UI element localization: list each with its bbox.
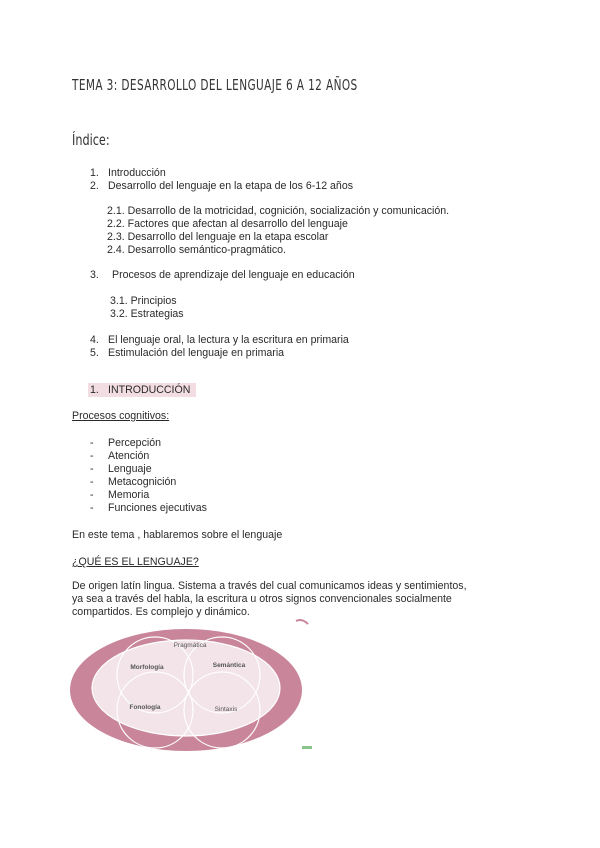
question-heading: ¿QUÉ ES EL LENGUAJE? [72, 556, 199, 568]
diagram-label-sintaxis: Sintaxis [214, 706, 238, 713]
list-item: Percepción [108, 437, 161, 449]
list-bullet: - [90, 502, 94, 514]
toc-item: El lenguaje oral, la lectura y la escritura en primaria [108, 334, 349, 346]
toc-item: Desarrollo del lenguaje en la etapa de los 6-12 años [108, 180, 354, 192]
toc-number: 3. [90, 269, 99, 281]
toc-number: 2. [90, 180, 99, 192]
list-bullet: - [90, 463, 94, 475]
subheading-procesos: Procesos cognitivos: [72, 410, 170, 422]
diagram-label-pragmatica: Pragmática [173, 642, 207, 649]
document-title: TEMA 3: DESARROLLO DEL LENGUAJE 6 A 12 AÑOS [72, 76, 358, 94]
toc-number: 4. [90, 334, 99, 346]
section-number: 1. [90, 384, 99, 396]
toc-subitem: 3.1. Principios [110, 295, 177, 307]
toc-subitem: 2.3. Desarrollo del lenguaje en la etapa escolar [107, 231, 329, 243]
list-bullet: - [90, 450, 94, 462]
list-item: Memoria [108, 489, 150, 501]
definition-line: De origen latín lingua. Sistema a través del cual comunicamos ideas y sentimientos, [72, 580, 467, 592]
toc-number: 5. [90, 347, 99, 359]
definition-line: ya sea a través del habla, la escritura u otros signos convencionales socialmente [72, 593, 452, 605]
toc-subitem: 3.2. Estrategias [110, 308, 184, 320]
toc-item: Procesos de aprendizaje del lenguaje en educación [112, 269, 355, 281]
decorative-swirl-mark [296, 620, 308, 624]
toc-item: Introducción [108, 167, 166, 179]
diagram-label-fonologia: Fonología [129, 704, 161, 711]
list-item: Funciones ejecutivas [108, 502, 207, 514]
list-item: Lenguaje [108, 463, 152, 475]
decorative-green-mark [302, 746, 312, 749]
toc-subitem: 2.1. Desarrollo de la motricidad, cognición, socialización y comunicación. [107, 205, 450, 217]
list-item: Metacognición [108, 476, 177, 488]
list-bullet: - [90, 476, 94, 488]
toc-subitem: 2.2. Factores que afectan al desarrollo del lenguaje [107, 218, 348, 230]
diagram-label-semantica: Semántica [212, 662, 246, 669]
toc-number: 1. [90, 167, 99, 179]
list-bullet: - [90, 437, 94, 449]
intro-text: En este tema , hablaremos sobre el lenguaje [72, 529, 283, 541]
definition-line: compartidos. Es complejo y dinámico. [72, 606, 250, 618]
list-item: Atención [108, 450, 150, 462]
index-heading: Índice: [72, 131, 110, 149]
toc-subitem: 2.4. Desarrollo semántico-pragmático. [107, 244, 286, 256]
list-bullet: - [90, 489, 94, 501]
toc-item: Estimulación del lenguaje en primaria [108, 347, 285, 359]
section-heading: INTRODUCCIÓN [108, 384, 191, 396]
diagram-label-morfologia: Morfología [130, 664, 164, 671]
